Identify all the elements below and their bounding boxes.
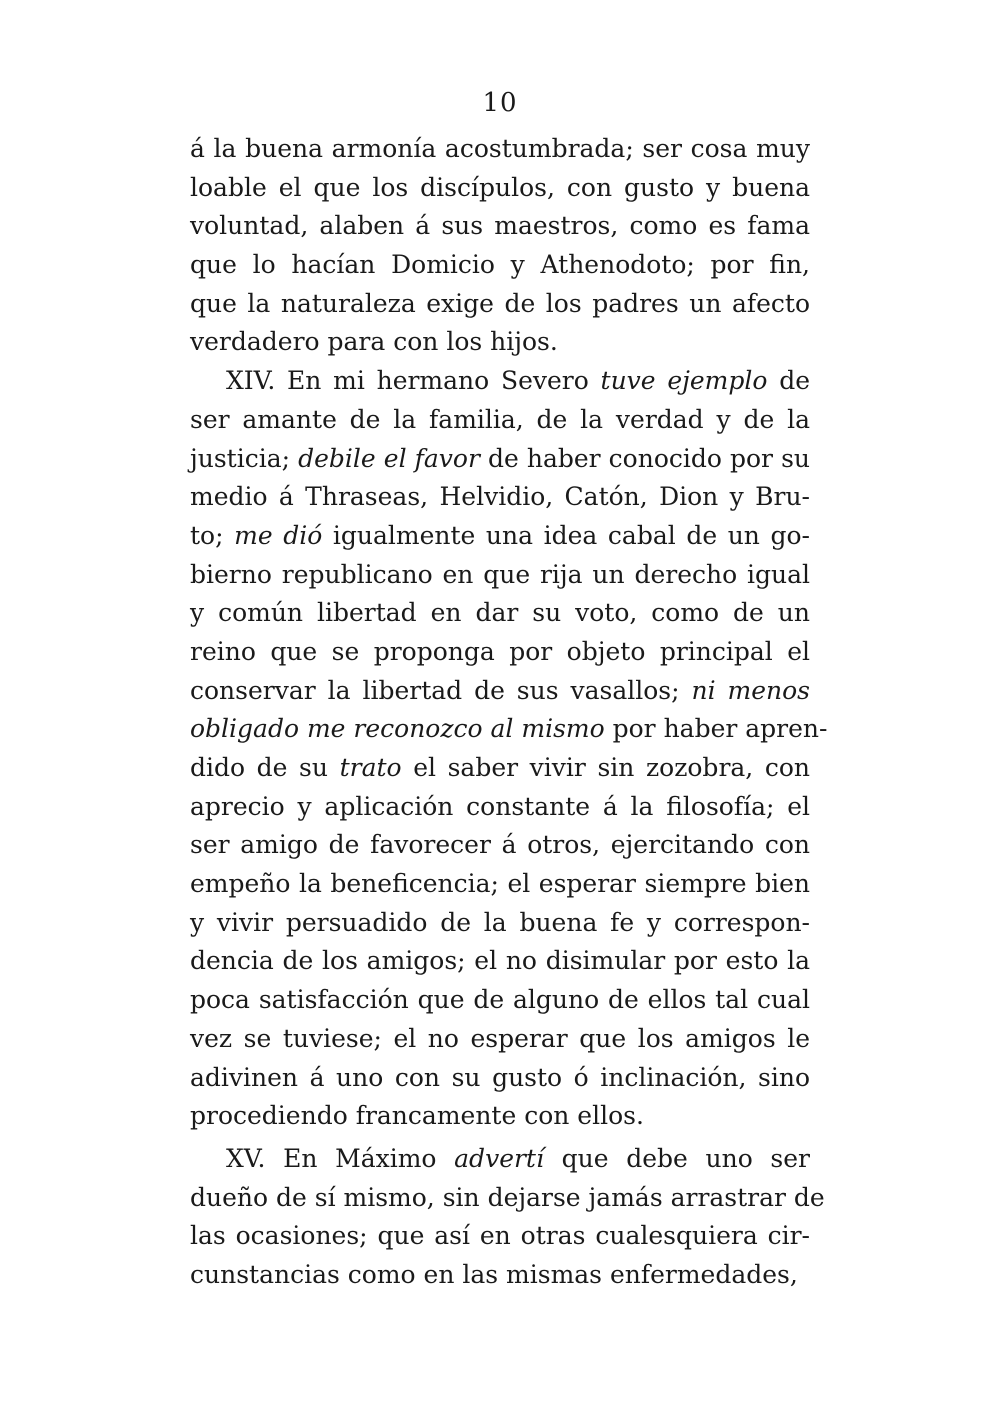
text-line [190, 169, 810, 208]
line-text: de [767, 366, 810, 396]
text-line [190, 904, 810, 943]
line-text: medio á Thraseas, Helvidio, Catón, Dion y Bru- [190, 482, 810, 512]
line-text: ser amigo de favorecer á otros, ejercitando con [190, 830, 810, 860]
line-text: dido de su [190, 753, 340, 782]
line-text: dencia de los amigos; el no disimular por esto la [190, 946, 810, 976]
line-text: reino que se proponga por objeto principal el [190, 636, 810, 666]
line-text: y vivir persuadido de la buena fe y correspon- [190, 907, 810, 937]
text-line [190, 1179, 825, 1218]
text-line [190, 1256, 810, 1295]
text-line [190, 130, 810, 169]
text-line [190, 246, 810, 285]
line-text: voluntad, alaben á sus maestros, como es fama [190, 211, 810, 241]
italic-phrase: ni menos [691, 675, 810, 705]
line-text: aprecio y aplicación constante á la filosofía; el [190, 791, 810, 821]
text-line [190, 710, 828, 749]
italic-phrase: debile el favor [298, 443, 480, 473]
line-text: que lo hacían Domicio y Athenodoto; por fin, [190, 250, 810, 280]
text-line [190, 981, 810, 1020]
text-line [190, 362, 810, 401]
text-line [190, 556, 810, 595]
line-text: adivinen á uno con su gusto ó inclinación, sino [190, 1062, 810, 1092]
italic-phrase: advertí [454, 1143, 544, 1173]
line-text: ser amante de la familia, de la verdad y de la [190, 404, 810, 434]
text-line [190, 788, 810, 827]
line-text: que la naturaleza exige de los padres un afecto [190, 288, 810, 318]
text-line [190, 1059, 810, 1098]
line-text: poca satisfacción que de alguno de ellos tal cual [190, 985, 810, 1015]
line-text: justicia; [190, 443, 299, 473]
text-line [190, 1217, 810, 1256]
text-line [190, 633, 810, 672]
line-text: XIV. En mi hermano Severo [226, 366, 601, 396]
line-text: to; [190, 520, 235, 550]
text-line [190, 440, 810, 479]
italic-phrase: trato [339, 753, 402, 782]
italic-phrase: obligado me reconozco al mismo [190, 714, 605, 744]
line-text: igualmente una idea cabal de un go- [322, 520, 811, 550]
text-line [190, 672, 810, 711]
text-line [190, 942, 810, 981]
text-line [190, 865, 810, 904]
text-line [190, 749, 810, 788]
text-line [190, 517, 810, 556]
page-number: 10 [482, 88, 518, 118]
body-text [190, 130, 828, 1295]
text-line [190, 323, 810, 362]
text-line [190, 401, 810, 440]
line-text: á la buena armonía acostumbrada; ser cosa muy [190, 134, 810, 163]
line-text: procediendo francamente con ellos. [190, 1101, 644, 1131]
text-line [190, 478, 810, 517]
line-text: cunstancias como en las mismas enfermedades, [190, 1259, 798, 1289]
line-text: vez se tuviese; el no esperar que los amigos le [190, 1023, 810, 1053]
line-text: y común libertad en dar su voto, como de un [190, 598, 810, 628]
text-line [190, 826, 810, 865]
text-line [190, 1097, 810, 1136]
text-line [190, 1140, 810, 1179]
italic-phrase: me dió [234, 520, 323, 550]
line-text: empeño la beneficencia; el esperar siempre bien [190, 869, 810, 899]
line-text: el saber vivir sin zozobra, con [401, 753, 810, 782]
text-line [190, 207, 810, 246]
line-text: bierno republicano en que rija un derecho igual [190, 559, 810, 589]
text-line [190, 594, 810, 633]
text-line [190, 1020, 810, 1059]
line-text: loable el que los discípulos, con gusto y buena [190, 172, 810, 202]
line-text: XV. En Máximo [226, 1143, 455, 1173]
line-text: verdadero para con los hijos. [190, 327, 558, 357]
text-line [190, 285, 810, 324]
line-text: que debe uno ser [543, 1143, 810, 1173]
line-text: de haber conocido por su [479, 443, 810, 473]
italic-phrase: tuve ejemplo [600, 366, 768, 396]
line-text: dueño de sí mismo, sin dejarse jamás arrastrar de [190, 1182, 825, 1212]
line-text: por haber apren- [604, 714, 828, 744]
line-text: conservar la libertad de sus vasallos; [190, 675, 692, 705]
line-text: las ocasiones; que así en otras cualesquiera cir- [190, 1221, 810, 1251]
